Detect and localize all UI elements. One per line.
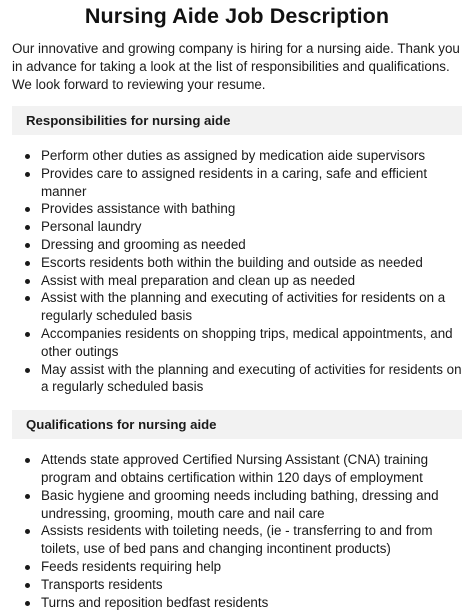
list-item: [12, 218, 462, 236]
list-item: [12, 236, 462, 254]
list-item-text: Provides care to assigned residents in a caring, safe and efficient manner: [41, 165, 428, 199]
list-item: [12, 576, 462, 594]
bullet-icon: [25, 154, 30, 159]
list-item-text: Attends state approved Certified Nursing Assistant (CNA) training program and obtains certification within 120 days of employment: [41, 452, 429, 485]
bullet-icon: [25, 279, 30, 284]
bullet-icon: [25, 172, 30, 177]
list-item: [12, 165, 462, 201]
bullet-icon: [25, 529, 30, 534]
bullet-icon: [25, 261, 30, 266]
bullet-icon: [25, 601, 30, 606]
list-item-text: Provides assistance with bathing: [41, 201, 236, 217]
list-item-text: Escorts residents both within the building and outside as needed: [41, 254, 423, 270]
list-item-text: Accompanies residents on shopping trips, medical appointments, and other outings: [41, 325, 453, 359]
list-item-text: Dressing and grooming as needed: [41, 236, 246, 252]
list-item-text: Feeds residents requiring help: [41, 558, 222, 574]
list-item: [12, 361, 462, 397]
list-item: [12, 487, 462, 523]
bullet-icon: [25, 225, 30, 230]
list-item: [12, 200, 462, 218]
list-item-text: May assist with the planning and executing of activities for residents on a regularly scheduled basis: [41, 361, 462, 395]
qualifications-list: [12, 451, 462, 611]
list-item-text: Assist with meal preparation and clean up as needed: [41, 272, 356, 288]
list-item-text: Assist with the planning and executing of activities for residents on a regularly scheduled basis: [41, 290, 446, 324]
intro-paragraph: Our innovative and growing company is hiring for a nursing aide. Thank you in advance for taking a look at the list of responsibilities and qualifications. We look forward to reviewing your resume.: [12, 41, 460, 92]
list-item-text: Assists residents with toileting needs, (ie - transferring to and from toilets, use of bed pans and changing incontinent products): [41, 523, 433, 557]
bullet-icon: [25, 243, 30, 248]
list-item: [12, 451, 462, 487]
list-item-text: Personal laundry: [41, 219, 142, 235]
list-item-text: Perform other duties as assigned by medication aide supervisors: [41, 148, 426, 163]
list-item: [12, 522, 462, 558]
list-item-text: Basic hygiene and grooming needs including bathing, dressing and undressing, grooming, mouth care and nail care: [41, 487, 439, 521]
bullet-icon: [25, 368, 30, 373]
list-item: [12, 289, 462, 325]
list-item: [12, 147, 462, 165]
bullet-icon: [25, 296, 30, 301]
qualifications-heading: Qualifications for nursing aide: [12, 410, 462, 439]
bullet-icon: [25, 583, 30, 588]
list-item-text: Transports residents: [41, 576, 163, 592]
list-item: [12, 272, 462, 290]
responsibilities-list: [12, 147, 462, 396]
list-item-text: Turns and reposition bedfast residents: [41, 594, 269, 610]
list-item: [12, 594, 462, 611]
list-item: [12, 558, 462, 576]
bullet-icon: [25, 207, 30, 212]
bullet-icon: [25, 494, 30, 499]
list-item: [12, 254, 462, 272]
bullet-icon: [25, 565, 30, 570]
responsibilities-heading: Responsibilities for nursing aide: [12, 106, 462, 135]
list-item: [12, 325, 462, 361]
bullet-icon: [25, 332, 30, 337]
bullet-icon: [25, 458, 30, 463]
page-title: Nursing Aide Job Description: [84, 4, 390, 28]
